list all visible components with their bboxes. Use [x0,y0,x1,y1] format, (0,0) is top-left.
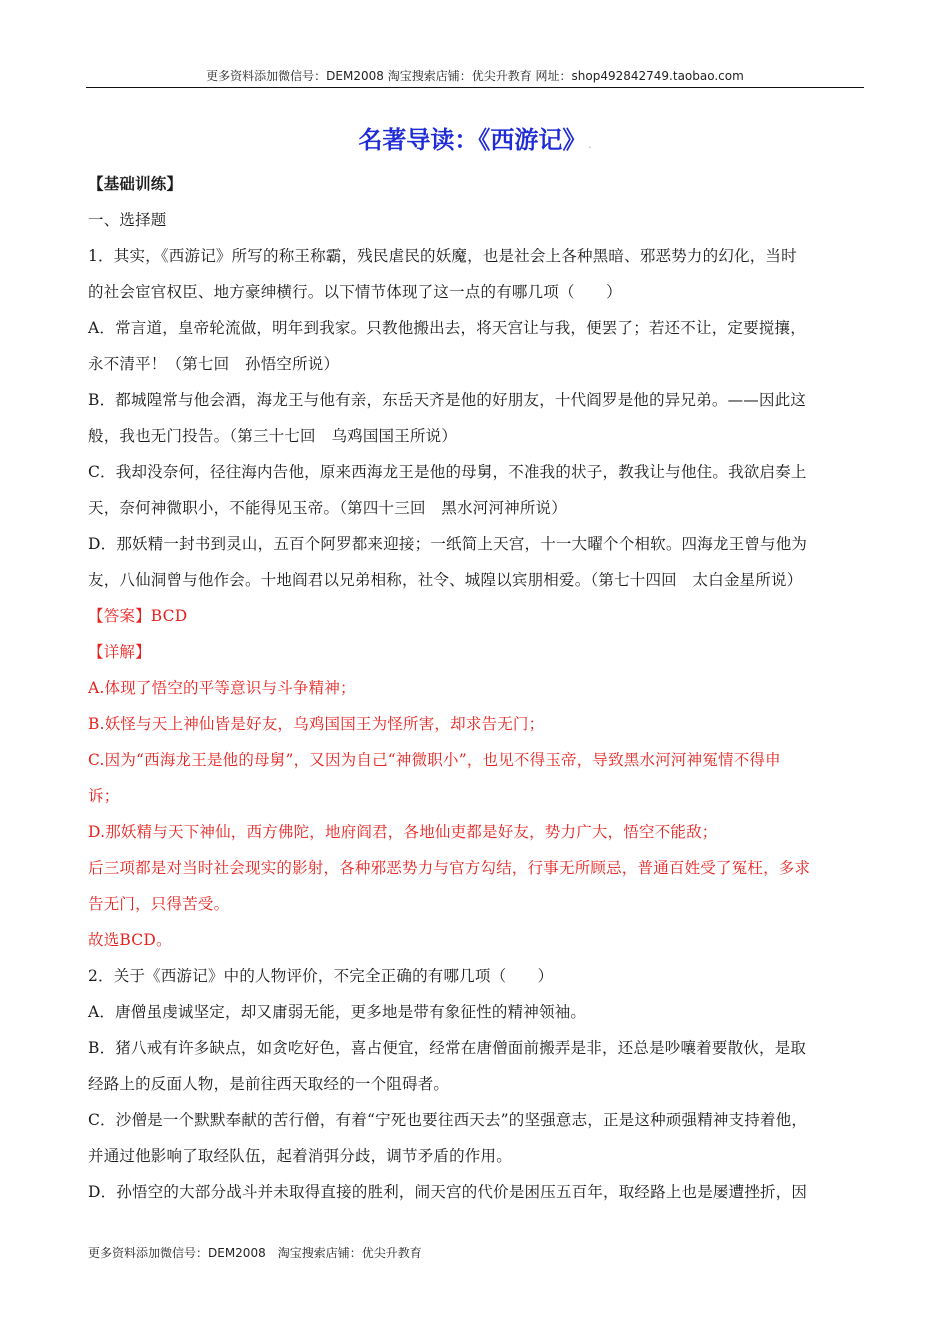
document-body [88,166,858,1210]
page-title [86,122,864,164]
q1-stem-line2: 的社会宦官权臣、地方豪绅横行。以下情节体现了这一点的有哪几项（ ） [88,283,622,301]
q2-option-c-line1: C．沙僧是一个默默奉献的苦行僧，有着“宁死也要往西天去”的坚强意志，正是这种顽强精神支持着他， [88,1111,808,1129]
title-text: 名著导读：《西游记》 [358,126,587,154]
q1-option-c-line2: 天，奈何神微职小，不能得见玉帝。（第四十三回 黑水河河神所说） [88,499,567,517]
q1-detail-b: B.妖怪与天上神仙皆是好友，乌鸡国国王为怪所害，却求告无门； [88,715,545,733]
q2-option-b-line1: B．猪八戒有许多缺点，如贪吃好色，喜占便宜，经常在唐僧面前搬弄是非，还总是吵嚷着要散伙，是取 [88,1039,807,1057]
section-heading: 【基础训练】 [88,175,183,193]
q1-summary-line2: 告无门，只得苦受。 [88,895,230,913]
paragraph-mark: . [588,140,592,151]
q2-option-b-line2: 经路上的反面人物，是前往西天取经的一个阻碍者。 [88,1075,450,1093]
q1-summary-line1: 后三项都是对当时社会现实的影射，各种邪恶势力与官方勾结，行事无所顾忌，普通百姓受了冤枉，多求 [88,859,811,877]
q1-stem-line1: 1．其实，《西游记》所写的称王称霸，残民虐民的妖魔，也是社会上各种黑暗、邪恶势力的幻化，当时 [88,247,797,265]
q2-option-c-line2: 并通过他影响了取经队伍，起着消弭分歧，调节矛盾的作用。 [88,1147,512,1165]
q1-option-b-line2: 般，我也无门投告。（第三十七回 乌鸡国国王所说） [88,427,458,445]
q2-option-d-line1: D．孙悟空的大部分战斗并未取得直接的胜利，闹天宫的代价是困压五百年，取经路上也是屡遭挫折，因 [88,1183,808,1201]
page-footer: 更多资料添加微信号：DEM2008 淘宝搜索店铺：优尖升教育 [88,1246,422,1260]
q2-option-a: A．唐僧虽虔诚坚定，却又庸弱无能，更多地是带有象征性的精神领袖。 [88,1003,587,1021]
q1-option-a-line1: A．常言道，皇帝轮流做，明年到我家。只教他搬出去，将天宫让与我，便罢了；若还不让，定要搅攘， [88,319,806,337]
q1-answer: 【答案】BCD [88,607,188,625]
q1-detail-a: A.体现了悟空的平等意识与斗争精神； [88,679,356,697]
q1-option-a-line2: 永不清平！（第七回 孙悟空所说） [88,355,340,373]
q1-option-b-line1: B．都城隍常与他会酒，海龙王与他有亲，东岳天齐是他的好朋友，十代阎罗是他的异兄弟。——因此这 [88,391,807,409]
q1-option-d-line2: 友，八仙洞曾与他作会。十地阎君以兄弟相称，社令、城隍以宾朋相爱。（第七十四回 太白金星所说） [88,571,803,589]
q1-detail-c-line1: C.因为“西海龙王是他的母舅”，又因为自己“神微职小”，也见不得玉帝，导致黑水河河神冤情不得申 [88,751,781,769]
q1-detail-c-line2: 诉； [88,787,120,805]
q2-stem: 2．关于《西游记》中的人物评价，不完全正确的有哪几项（ ） [88,967,554,985]
q1-detail-label: 【详解】 [88,643,151,661]
q1-option-d-line1: D．那妖精一封书到灵山，五百个阿罗都来迎接；一纸简上天宫，十一大曜个个相软。四海龙王曾与他为 [88,535,808,553]
subsection-heading: 一、选择题 [88,211,167,229]
q1-option-c-line1: C．我却没奈何，径往海内告他，原来西海龙王是他的母舅，不准我的状子，教我让与他住。我欲启奏上 [88,463,807,481]
q1-conclusion: 故选BCD。 [88,931,172,949]
q1-detail-d: D.那妖精与天下神仙，西方佛陀，地府阎君，各地仙吏都是好友，势力广大，悟空不能敌； [88,823,718,841]
header-divider [86,87,864,88]
page-header: 更多资料添加微信号：DEM2008 淘宝搜索店铺：优尖升教育 网址：shop492842749.taobao.com [206,69,744,83]
